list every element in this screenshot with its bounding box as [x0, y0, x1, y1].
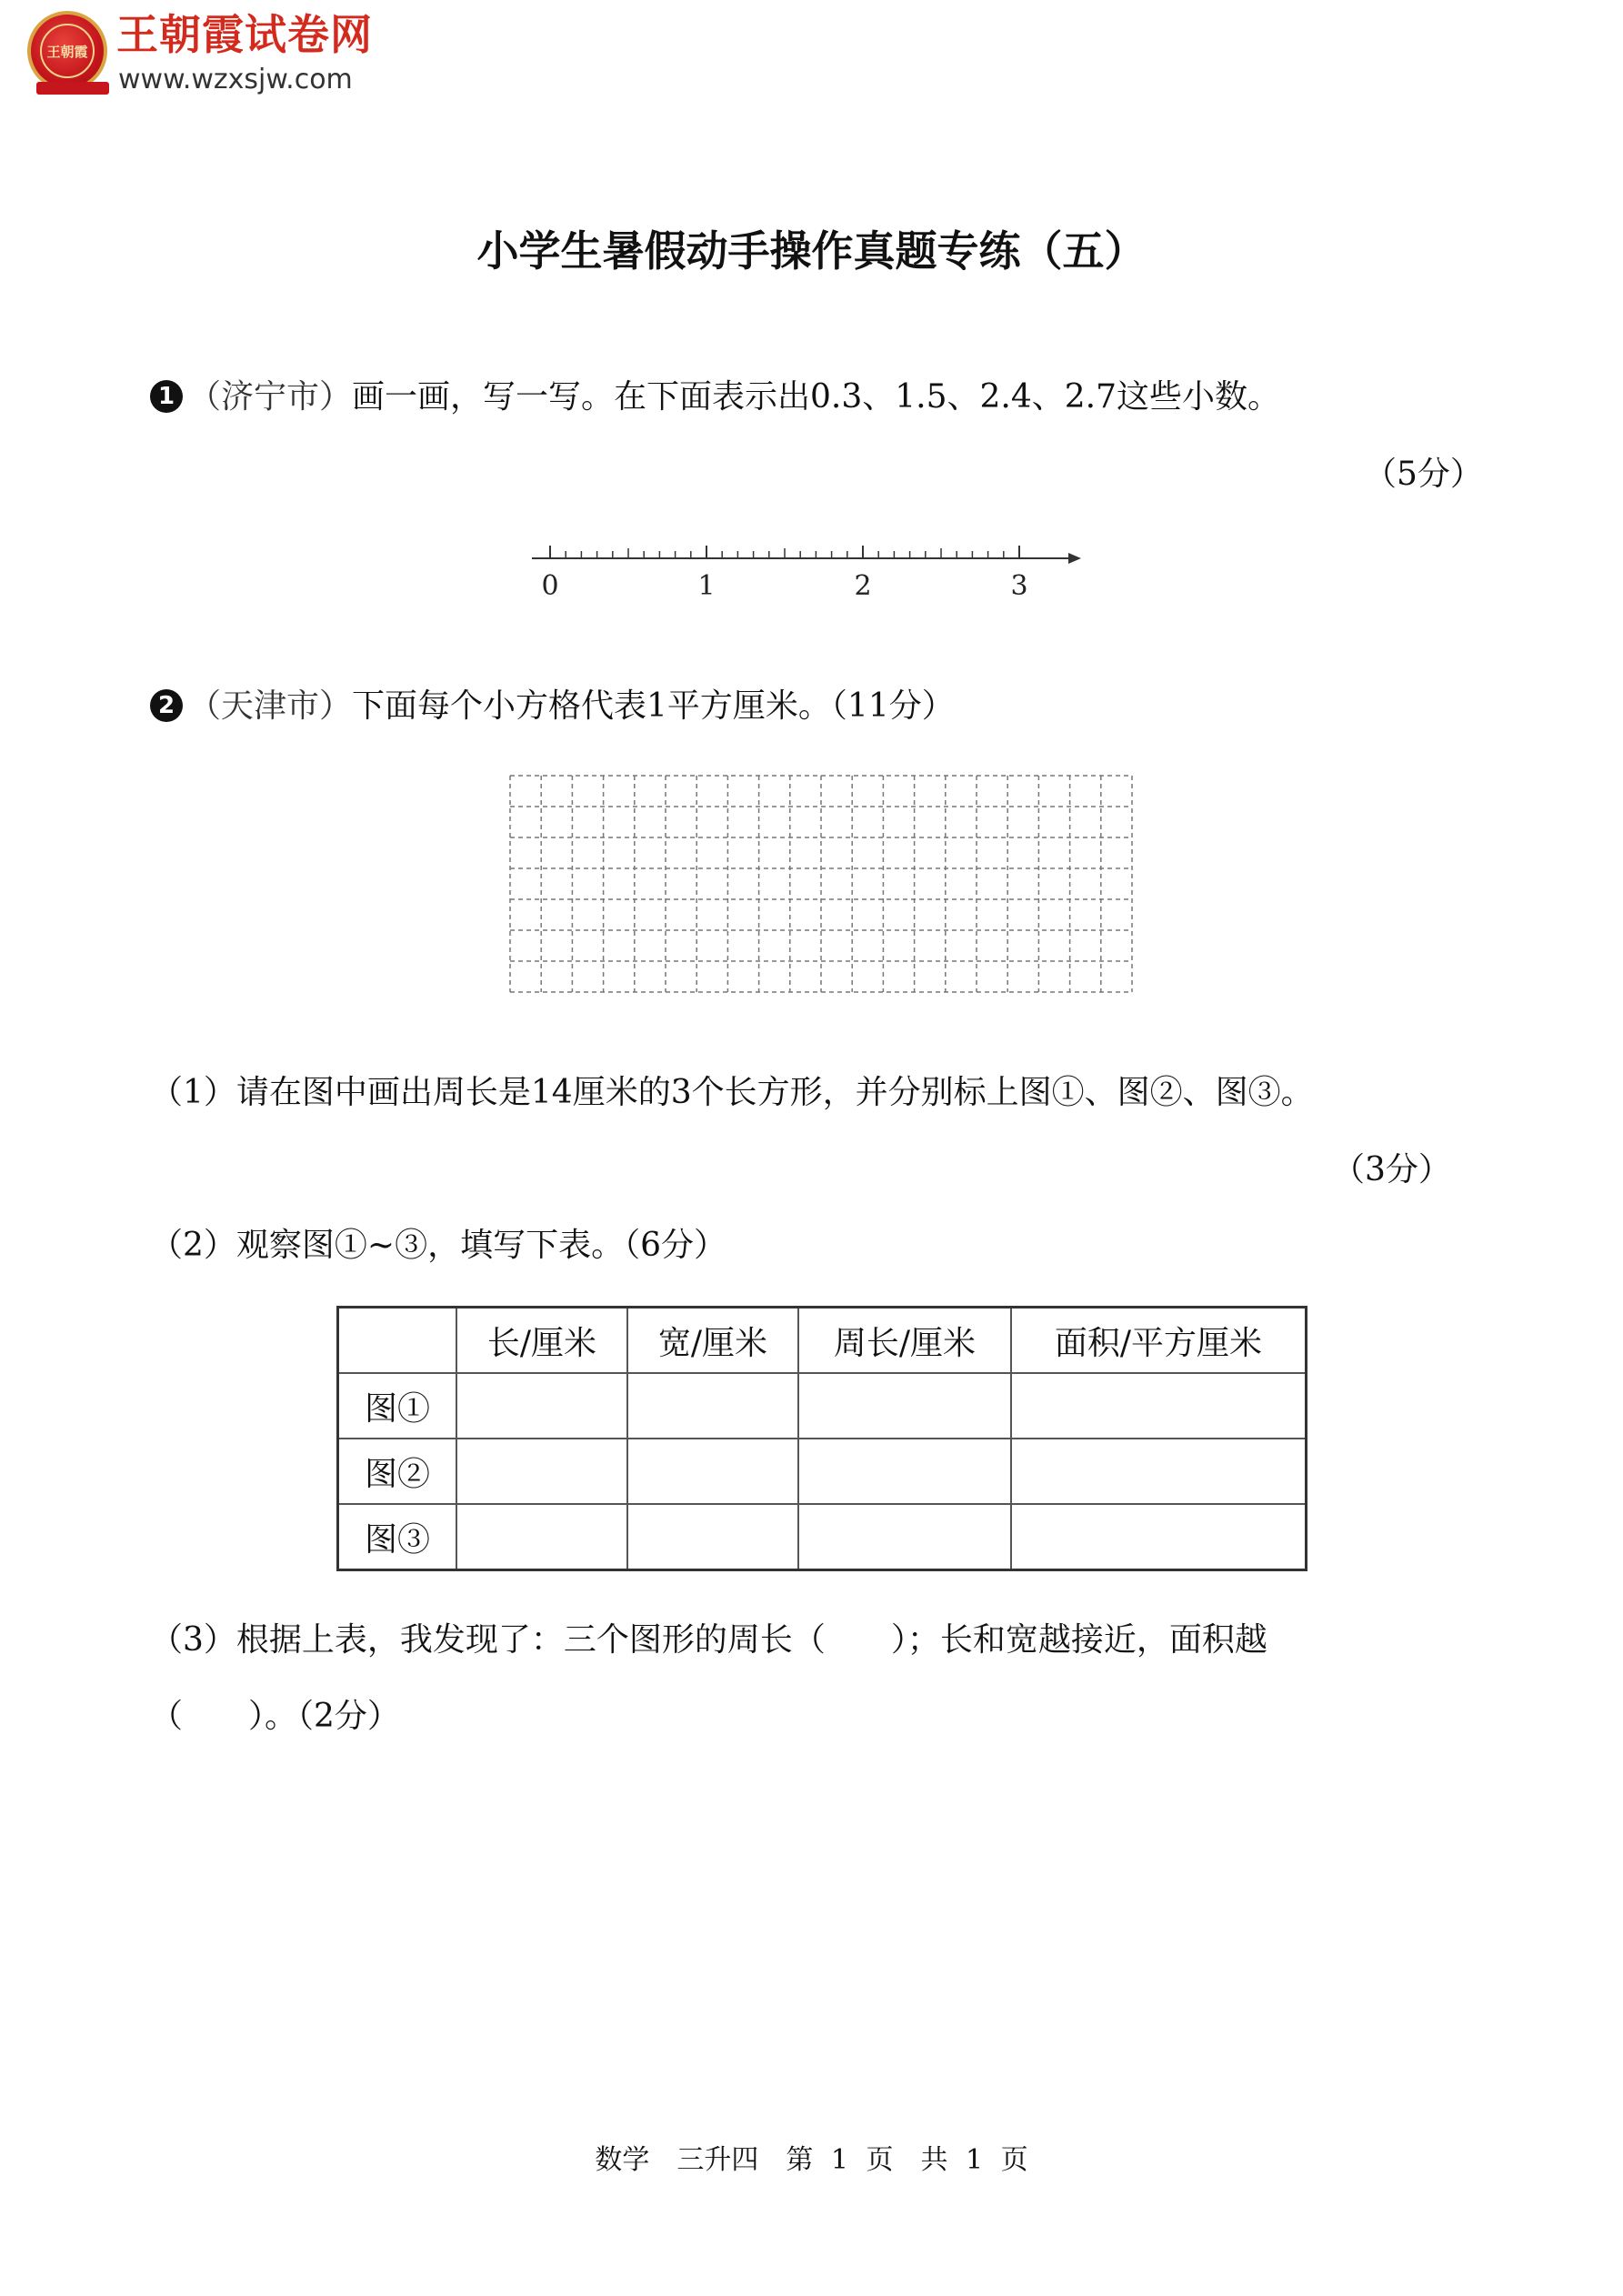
grid-lines: [510, 776, 1132, 992]
page-footer: 数学 三升四 第 1 页 共 1 页: [595, 2144, 1028, 2176]
answer-cell[interactable]: [798, 1504, 1011, 1570]
question-1-source: （济宁市）: [188, 378, 353, 416]
number-line-label: 2: [854, 570, 872, 602]
brand-url[interactable]: www.wzxsjw.com: [118, 64, 353, 95]
answer-cell[interactable]: [1011, 1373, 1307, 1439]
question-2-part-3-line-1: （3）根据上表，我发现了：三个图形的周长（ ）；长和宽越接近，面积越: [150, 1621, 1267, 1659]
number-line-labels: [541, 570, 1027, 602]
table-header-length: 长/厘米: [456, 1308, 627, 1374]
number-line[interactable]: [523, 536, 1087, 609]
answer-cell[interactable]: [1011, 1439, 1307, 1504]
question-1-number: 1: [150, 380, 183, 413]
table-header-row: [338, 1308, 1307, 1374]
table-row: [338, 1373, 1307, 1439]
square-grid[interactable]: [509, 775, 1133, 993]
question-1-text: 画一画，写一写。在下面表示出0.3、1.5、2.4、2.7这些小数。: [352, 378, 1281, 416]
answer-cell[interactable]: [627, 1504, 798, 1570]
brand-logo-text: 王朝霞: [40, 24, 95, 78]
table-row: [338, 1504, 1307, 1570]
answer-cell[interactable]: [456, 1504, 627, 1570]
brand-logo: [27, 11, 107, 91]
question-1: [150, 377, 1280, 417]
question-1-score: （5分）: [1364, 456, 1483, 493]
table-row-label: 图①: [338, 1373, 457, 1439]
table-header-width: 宽/厘米: [627, 1308, 798, 1374]
answer-cell[interactable]: [456, 1373, 627, 1439]
number-line-arrow: [1068, 553, 1081, 564]
answer-cell[interactable]: [627, 1439, 798, 1504]
table-row: [338, 1439, 1307, 1504]
table-row-label: 图②: [338, 1439, 457, 1504]
question-2-part-1-score: （3分）: [1332, 1151, 1451, 1188]
answer-cell[interactable]: [1011, 1504, 1307, 1570]
brand-logo-ribbon: [36, 82, 109, 95]
question-2-part-2: （2）观察图①~③，填写下表。（6分）: [150, 1227, 726, 1264]
table-header-perimeter: 周长/厘米: [798, 1308, 1011, 1374]
question-2-source: （天津市）: [188, 687, 353, 725]
number-line-label: 3: [1010, 570, 1028, 602]
question-2-part-1: （1）请在图中画出周长是14厘米的3个长方形，并分别标上图①、图②、图③。: [150, 1074, 1314, 1111]
question-2-number: 2: [150, 689, 183, 722]
table-header-area: 面积/平方厘米: [1011, 1308, 1307, 1374]
question-2: [150, 687, 955, 727]
brand-name: 王朝霞试卷网: [116, 10, 373, 59]
number-line-label: 0: [541, 570, 559, 602]
question-2-part-3-line-2: （ ）。（2分）: [150, 1698, 400, 1735]
question-2-text: 下面每个小方格代表1平方厘米。（11分）: [352, 687, 955, 725]
page-title: 小学生暑假动手操作真题专练（五）: [476, 226, 1147, 276]
answer-cell[interactable]: [627, 1373, 798, 1439]
number-line-ticks: [550, 546, 1019, 558]
answer-cell[interactable]: [456, 1439, 627, 1504]
answer-cell[interactable]: [798, 1439, 1011, 1504]
answer-cell[interactable]: [798, 1373, 1011, 1439]
table-header-corner: [338, 1308, 457, 1374]
number-line-label: 1: [697, 570, 716, 602]
answer-table: [336, 1306, 1307, 1571]
table-row-label: 图③: [338, 1504, 457, 1570]
